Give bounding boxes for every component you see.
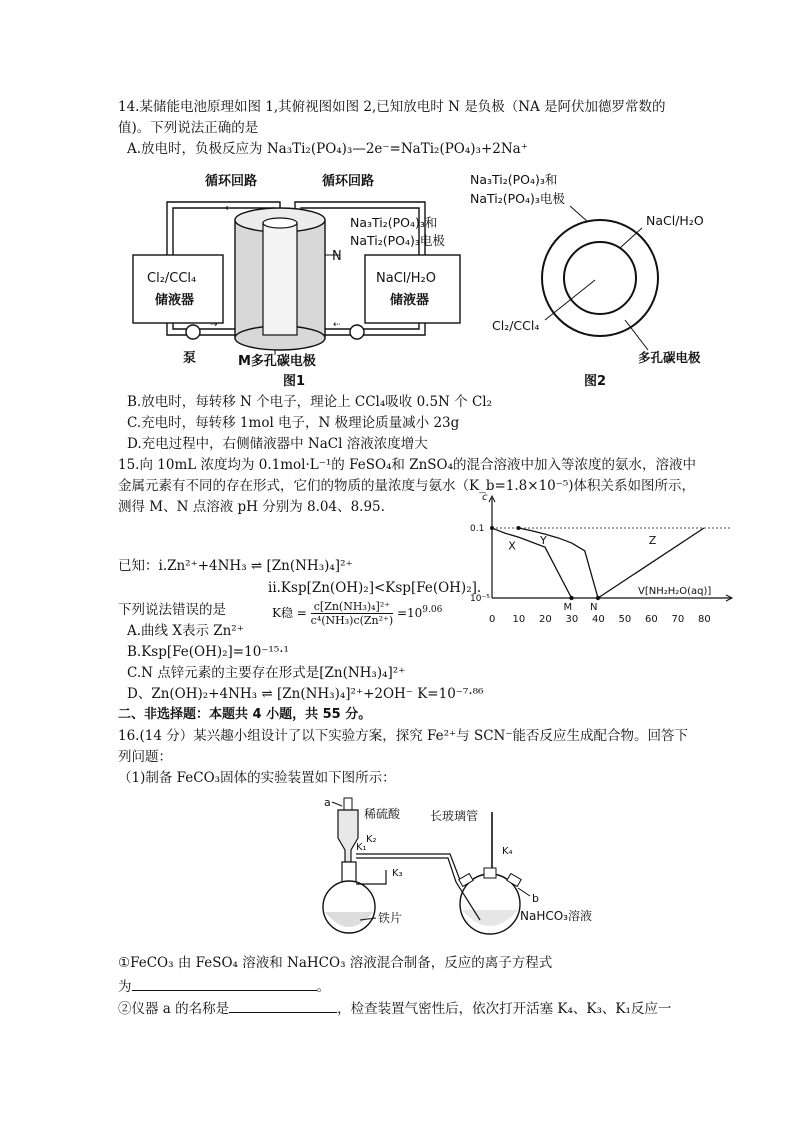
q16-sub2-rest: ，检查装置气密性后，依次打开活塞 K₄、K₃、K₁反应一 [337,1001,672,1017]
x-tick-label: 20 [539,614,552,625]
k-symbol: K稳 = [272,606,307,620]
fig1-loop-left: 循环回路 [205,174,258,189]
q16-sub2-line [118,998,671,1019]
fig1-left-tank-2: 储液器 [155,293,195,308]
fig1-right-tank-1: NaCl/H₂O [376,271,436,286]
fig1-caption: 图1 [283,374,306,389]
series-label-x: X [508,539,516,553]
app-k4: K₄ [502,846,513,857]
start-point [490,526,494,530]
fig1-electrode-1: Na₃Ti₂(PO₄)₃和 [350,215,438,230]
x-tick-label: 70 [671,614,685,625]
x-tick-label: 60 [645,614,658,625]
k-fraction [311,600,393,627]
x-tick-label: 50 [618,614,632,625]
point-m [569,596,573,600]
k-exponent: 9.06 [422,605,443,615]
x-tick-label: 80 [698,614,711,625]
series-curve-y [519,528,599,598]
battery-figure-1 [125,165,475,390]
series-label-z: Z [648,534,657,548]
q16-sub1-line2 [118,976,330,997]
x-tick-label: 30 [565,614,579,625]
k-value: =10 [396,606,423,620]
fig2-cl2: Cl₂/CCl₄ [492,318,540,333]
q14-option-a: A.放电时，负极反应为 Na₃Ti₂(PO₄)₃—2e⁻=NaTi₂(PO₄)₃+2Na⁺ [127,141,528,157]
x-tick-label: 10 [512,614,526,625]
q16-sub1-line1: ①FeCO₃ 由 FeSO₄ 溶液和 NaHCO₃ 溶液混合制备，反应的离子方程式 [118,955,553,971]
series-y-start-point [517,526,521,530]
series-label-y: Y [540,534,547,548]
q16-sub1-prefix: 为 [118,979,132,995]
y-axis-label: c [482,492,488,503]
top-view-figure-2 [470,170,750,395]
pump-left-icon [186,325,200,339]
flow-arrow-icon: ⇠ [225,203,234,214]
app-k3: K₃ [392,868,403,879]
app-acid: 稀硫酸 [364,807,401,821]
q14-stem-line2: 值)。下列说法正确的是 [118,120,259,136]
q15-option-b: B.Ksp[Fe(OH)₂]=10⁻¹⁵·¹ [127,644,289,660]
q14-stem-line1: 14.某储能电池原理如图 1,其俯视图如图 2,已知放电时 N 是负极（NA 是阿伏加德罗常数的 [118,99,666,115]
q16-part-1: （1)制备 FeCO₃固体的实验装置如下图所示： [118,770,396,786]
k-numerator: c[Zn(NH₃)₄]²⁺ [311,600,393,614]
q15-known-1: 已知：i.Zn²⁺+4NH₃ ⇌ [Zn(NH₃)₄]²⁺ [118,558,353,574]
q15-stem-line2: 金属元素有不同的存在形式，它们的物质的量浓度与氨水（K_b=1.8×10⁻⁵)体积关系如图所示， [118,478,696,494]
y-tick-label: 0.1 [470,524,485,534]
outer-ring [542,220,658,336]
pump-right-icon [350,325,364,339]
inner-ring [564,242,636,314]
x-tick-label: 40 [592,614,605,625]
fig1-loop-right: 循环回路 [322,174,375,189]
y-tick-label: 10⁻⁵ [470,594,490,604]
x-axis-label: V[NH₂H₂O(aq)] [638,586,712,597]
q16-sub2-prefix: ②仪器 a 的名称是 [118,1001,230,1017]
app-solution: NaHCO₃溶液 [520,909,592,923]
app-b: b [532,892,539,905]
left-tank [133,255,223,323]
app-k1: K₁ [356,842,367,853]
fig2-caption: 图2 [584,374,607,389]
q15-option-a: A.曲线 X表示 Zn²⁺ [127,623,244,639]
answer-blank-2[interactable] [229,998,337,1013]
app-iron: 铁片 [378,911,403,925]
point-label-m: M [563,602,573,613]
q15-known-2: ii.Ksp[Zn(OH)₂]<Ksp[Fe(OH)₂]. [268,580,482,596]
fig2-label-1: Na₃Ti₂(PO₄)₃和 [470,172,558,187]
fig1-left-tank-1: Cl₂/CCl₄ [147,271,197,286]
q15-ask: 下列说法错误的是 [118,602,226,618]
q15-stem-line1: 15.向 10mL 浓度均为 0.1mol·L⁻¹的 FeSO₄和 ZnSO₄的混合溶液中加入等浓度的氨水，溶液中 [118,457,697,473]
fig2-carbon: 多孔碳电极 [638,350,701,365]
q15-stem-line3: 测得 M、N 点溶液 pH 分别为 8.04、8.95. [118,499,385,515]
app-a: a [324,796,331,809]
q14-option-d: D.充电过程中，右侧储液器中 NaCl 溶液浓度增大 [127,436,428,452]
section-2-heading: 二、非选择题：本题共 4 小题，共 55 分。 [118,707,372,722]
point-n [596,596,600,600]
q15-option-d: D、Zn(OH)₂+4NH₃ ⇌ [Zn(NH₃)₄]²⁺+2OH⁻ K=10⁻⁷·⁸⁶ [127,686,484,702]
q15-option-c: C.N 点锌元素的主要存在形式是[Zn(NH₃)₄]²⁺ [127,665,406,681]
flow-arrow-icon: ⇠ [333,320,341,330]
app-tube: 长玻璃管 [430,809,479,823]
fig2-nacl: NaCl/H₂O [646,213,704,228]
fig1-right-tank-2: 储液器 [390,293,430,308]
flow-arrow-icon: ⇢ [210,320,218,330]
answer-blank-1[interactable] [132,976,317,991]
k-denominator: c⁴(NH₃)c(Zn²⁺) [310,614,394,627]
q16-stem-line2: 列问题： [118,749,172,765]
fig1-m-label: M多孔碳电极 [238,354,316,369]
q16-stem-line1: 16.(14 分）某兴趣小组设计了以下实验方案，探究 Fe²⁺与 SCN⁻能否反应生成配合物。回答下 [118,728,688,744]
fig1-electrode-2: NaTi₂(PO₄)₃电极 [350,233,445,248]
fig1-n-label: N [332,249,342,264]
concentration-chart [470,490,742,640]
q16-sub1-end: 。 [316,979,330,995]
point-label-n: N [590,602,598,613]
q14-option-b: B.放电时，每转移 N 个电子，理论上 CCl₄吸收 0.5N 个 Cl₂ [127,394,493,410]
q14-option-c: C.充电时，每转移 1mol 电子，N 极理论质量减小 23g [127,415,460,431]
fig2-label-2: NaTi₂(PO₄)₃电极 [470,191,565,206]
fig1-pump-label: 泵 [183,351,197,366]
x-tick-label: 0 [489,614,496,625]
app-k2: K₂ [366,834,377,845]
right-tank [365,255,460,323]
apparatus-figure [320,792,630,942]
stability-constant [272,600,442,627]
